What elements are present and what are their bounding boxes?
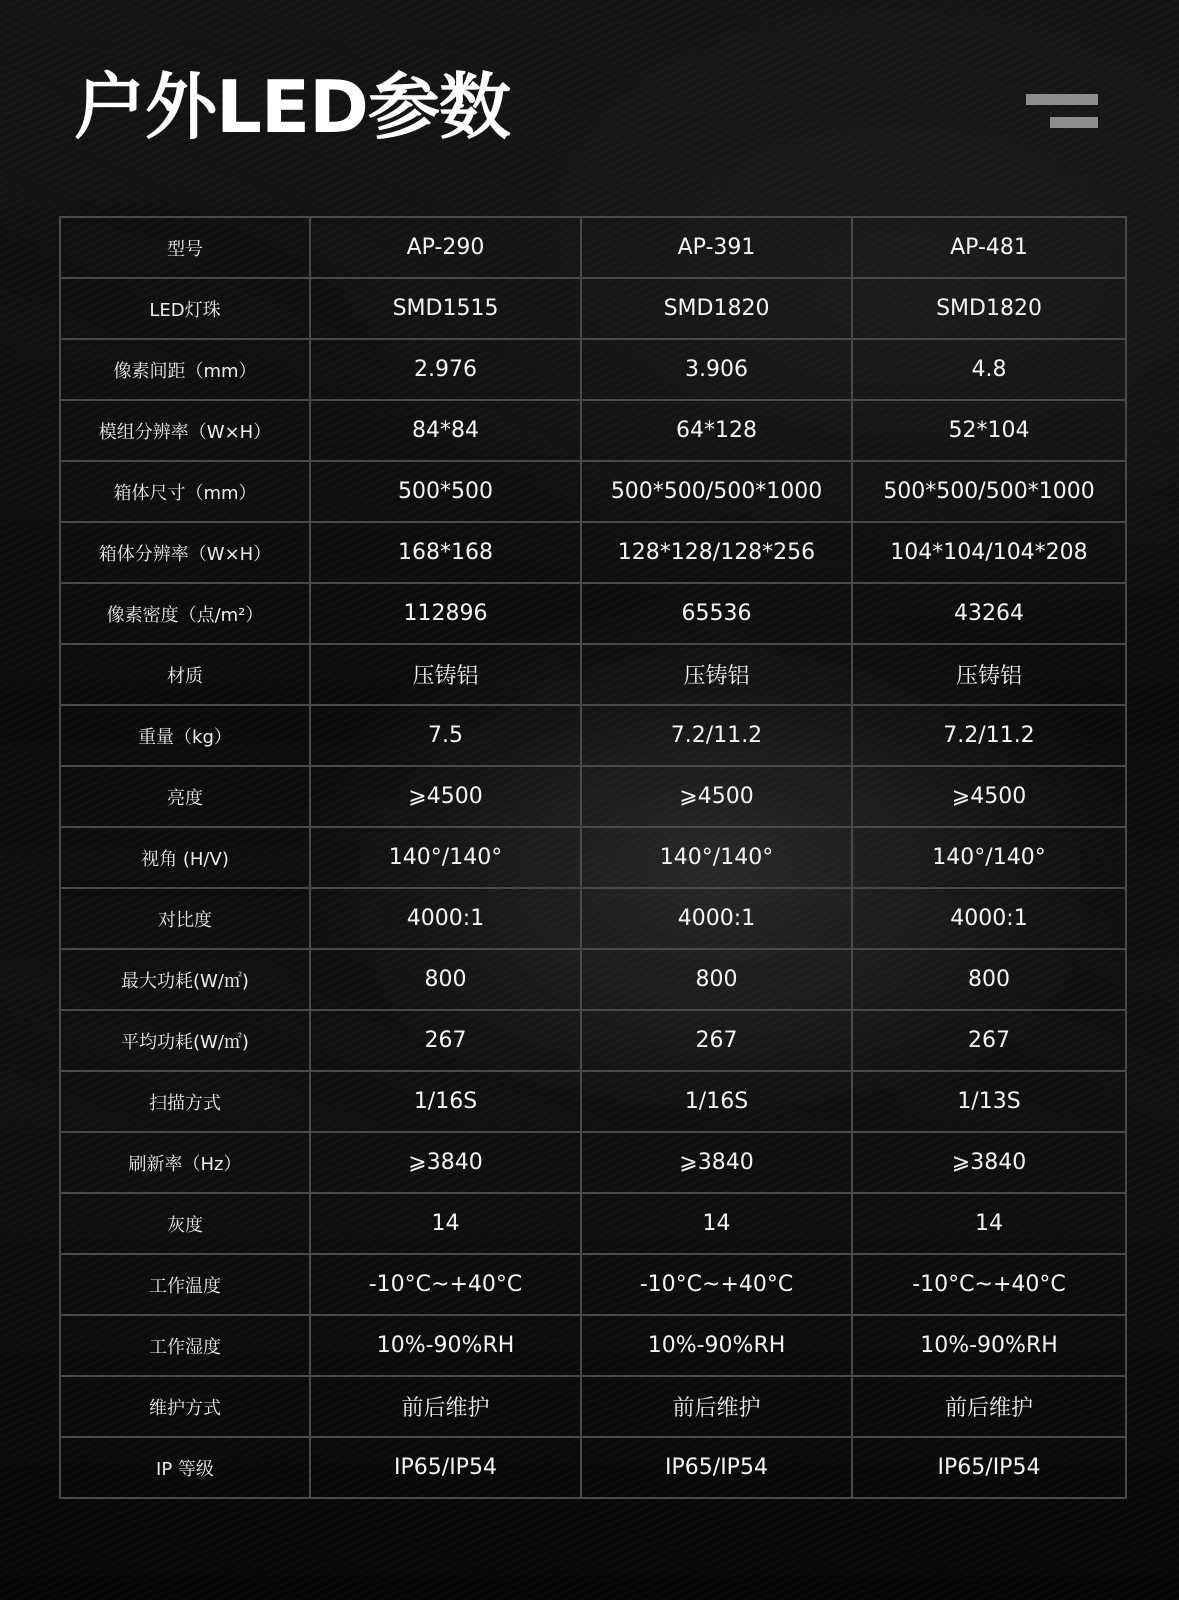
cell-value: 1/13S [852, 1071, 1126, 1132]
row-label: 模组分辨率（W×H） [60, 400, 310, 461]
table-row [60, 949, 1126, 1010]
cell-value: ⩾3840 [310, 1132, 581, 1193]
cell-value: IP65/IP54 [310, 1437, 581, 1498]
cell-value: 7.2/11.2 [581, 705, 852, 766]
cell-value: 500*500/500*1000 [852, 461, 1126, 522]
row-label: 亮度 [60, 766, 310, 827]
row-label: 灰度 [60, 1193, 310, 1254]
row-label: 扫描方式 [60, 1071, 310, 1132]
cell-value: 267 [310, 1010, 581, 1071]
row-label: 像素密度（点/m²） [60, 583, 310, 644]
row-label: 刷新率（Hz） [60, 1132, 310, 1193]
cell-value: 7.2/11.2 [852, 705, 1126, 766]
cell-value: 267 [852, 1010, 1126, 1071]
cell-value: SMD1820 [581, 278, 852, 339]
table-row [60, 1254, 1126, 1315]
cell-value: IP65/IP54 [581, 1437, 852, 1498]
cell-value: 10%-90%RH [581, 1315, 852, 1376]
cell-value: -10°C~+40°C [852, 1254, 1126, 1315]
row-label: 对比度 [60, 888, 310, 949]
cell-value: 112896 [310, 583, 581, 644]
row-label: 像素间距（mm） [60, 339, 310, 400]
cell-value: -10°C~+40°C [581, 1254, 852, 1315]
table-row [60, 1010, 1126, 1071]
table-row [60, 461, 1126, 522]
cell-value: 128*128/128*256 [581, 522, 852, 583]
cell-value: 14 [852, 1193, 1126, 1254]
cell-value: 65536 [581, 583, 852, 644]
cell-value: 压铸铝 [310, 644, 581, 705]
row-label: 重量（kg） [60, 705, 310, 766]
table-row [60, 278, 1126, 339]
cell-value: 140°/140° [581, 827, 852, 888]
cell-value: 压铸铝 [852, 644, 1126, 705]
row-label: IP 等级 [60, 1437, 310, 1498]
cell-value: ⩾4500 [310, 766, 581, 827]
cell-value: 压铸铝 [581, 644, 852, 705]
cell-value: 168*168 [310, 522, 581, 583]
table-row [60, 339, 1126, 400]
cell-value: 1/16S [581, 1071, 852, 1132]
cell-value: -10°C~+40°C [310, 1254, 581, 1315]
table-row [60, 217, 1126, 278]
spec-table [59, 216, 1127, 1499]
table-row [60, 827, 1126, 888]
cell-value: 104*104/104*208 [852, 522, 1126, 583]
cell-value: 500*500/500*1000 [581, 461, 852, 522]
row-label: 箱体分辨率（W×H） [60, 522, 310, 583]
cell-value: 64*128 [581, 400, 852, 461]
cell-value: 4000:1 [581, 888, 852, 949]
row-label: 工作温度 [60, 1254, 310, 1315]
row-label: 型号 [60, 217, 310, 278]
cell-value: 267 [581, 1010, 852, 1071]
table-row [60, 522, 1126, 583]
page-title: 户外LED参数 [74, 65, 510, 149]
cell-value: 800 [310, 949, 581, 1010]
cell-value: 800 [852, 949, 1126, 1010]
cell-value: 84*84 [310, 400, 581, 461]
cell-value: 3.906 [581, 339, 852, 400]
row-label: 工作湿度 [60, 1315, 310, 1376]
table-row [60, 766, 1126, 827]
cell-value: 800 [581, 949, 852, 1010]
row-label: 箱体尺寸（mm） [60, 461, 310, 522]
cell-value: SMD1820 [852, 278, 1126, 339]
cell-value: 500*500 [310, 461, 581, 522]
cell-value: ⩾4500 [581, 766, 852, 827]
menu-icon[interactable] [1026, 94, 1098, 132]
row-label: 维护方式 [60, 1376, 310, 1437]
cell-value: 前后维护 [310, 1376, 581, 1437]
table-row [60, 1376, 1126, 1437]
cell-value: 4000:1 [852, 888, 1126, 949]
table-row [60, 1071, 1126, 1132]
table-row [60, 400, 1126, 461]
cell-value: 前后维护 [852, 1376, 1126, 1437]
cell-value: ⩾3840 [581, 1132, 852, 1193]
spec-table-body [60, 217, 1126, 1498]
cell-value: 7.5 [310, 705, 581, 766]
cell-value: IP65/IP54 [852, 1437, 1126, 1498]
cell-value: 10%-90%RH [852, 1315, 1126, 1376]
cell-value: AP-481 [852, 217, 1126, 278]
cell-value: 1/16S [310, 1071, 581, 1132]
cell-value: AP-290 [310, 217, 581, 278]
row-label: 平均功耗(W/㎡) [60, 1010, 310, 1071]
cell-value: 140°/140° [310, 827, 581, 888]
cell-value: SMD1515 [310, 278, 581, 339]
row-label: 视角 (H/V) [60, 827, 310, 888]
table-row [60, 888, 1126, 949]
table-row [60, 1437, 1126, 1498]
menu-icon-bar-bottom [1050, 117, 1098, 128]
cell-value: AP-391 [581, 217, 852, 278]
cell-value: 前后维护 [581, 1376, 852, 1437]
cell-value: 2.976 [310, 339, 581, 400]
table-row [60, 705, 1126, 766]
cell-value: 4.8 [852, 339, 1126, 400]
table-row [60, 1132, 1126, 1193]
cell-value: 4000:1 [310, 888, 581, 949]
table-row [60, 1315, 1126, 1376]
row-label: 最大功耗(W/㎡) [60, 949, 310, 1010]
cell-value: ⩾3840 [852, 1132, 1126, 1193]
cell-value: ⩾4500 [852, 766, 1126, 827]
cell-value: 52*104 [852, 400, 1126, 461]
cell-value: 140°/140° [852, 827, 1126, 888]
row-label: LED灯珠 [60, 278, 310, 339]
cell-value: 43264 [852, 583, 1126, 644]
table-row [60, 1193, 1126, 1254]
row-label: 材质 [60, 644, 310, 705]
table-row [60, 644, 1126, 705]
cell-value: 14 [310, 1193, 581, 1254]
cell-value: 14 [581, 1193, 852, 1254]
menu-icon-bar-top [1026, 94, 1098, 105]
cell-value: 10%-90%RH [310, 1315, 581, 1376]
table-row [60, 583, 1126, 644]
